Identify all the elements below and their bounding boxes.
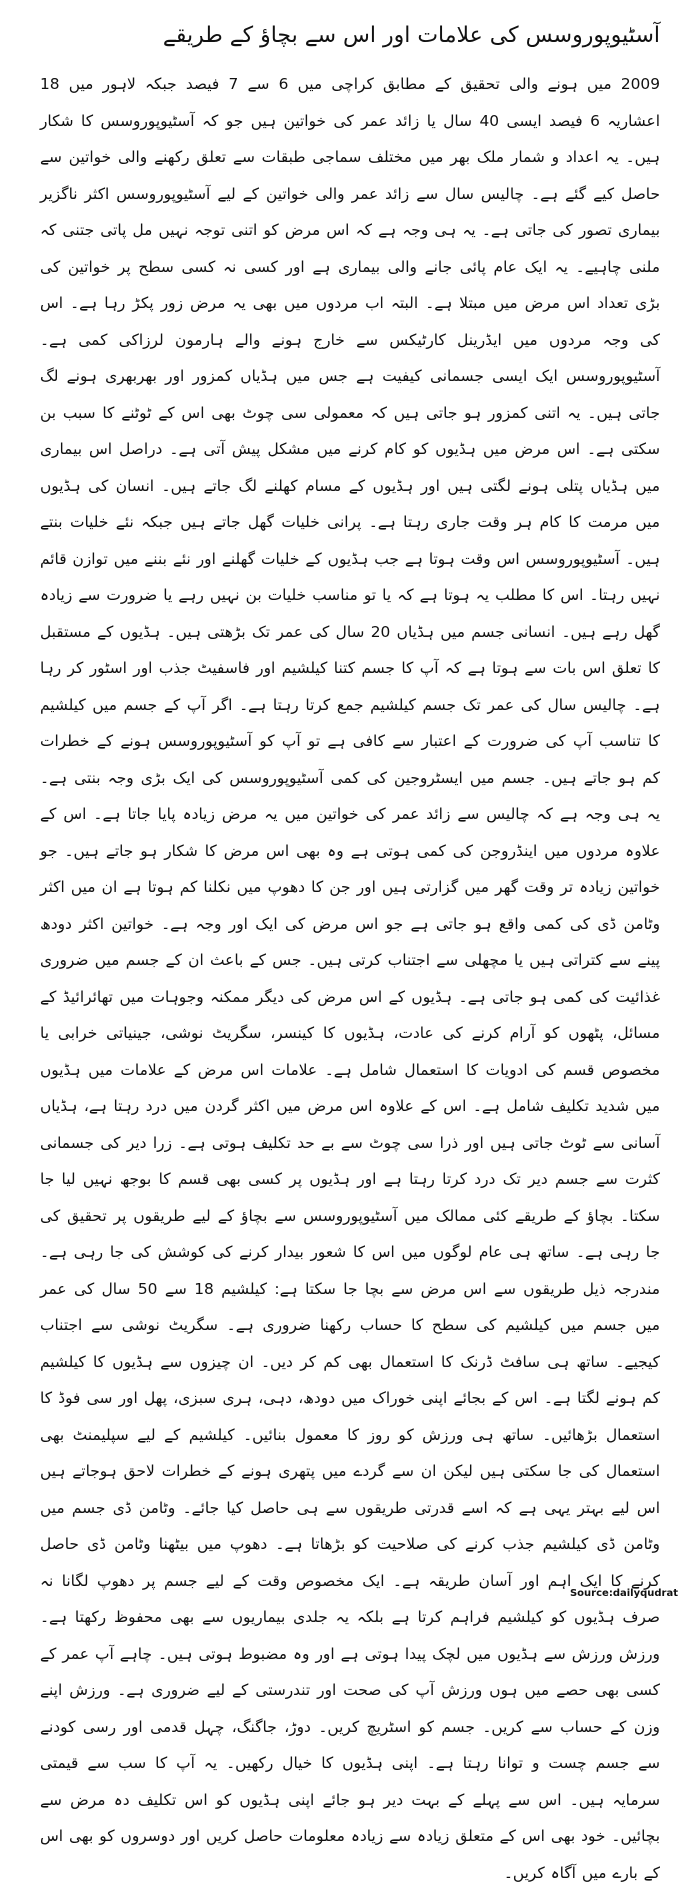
source-credit: Source:dailyqudrat <box>569 1588 678 1599</box>
article-title: آسٹیوپوروسس کی علامات اور اس سے بچاؤ کے طریقے <box>162 23 660 48</box>
article <box>40 20 660 1891</box>
article-body: 2009 میں ہونے والی تحقیق کے مطابق کراچی میں 6 سے 7 فیصد جبکہ لاہور میں 18 اعشاریہ 6 فیصد ایسی 40 سال یا زائد عمر کی خواتین ہیں جو کہ آسٹیوپوروسس کا شکار ہیں۔ یہ اعداد و شمار ملک بھر میں مختلف سماجی طبقات سے تعلق رکھنے والی خواتین سے حاصل کیے گئے ہے۔ چالیس سال سے زائد عمر والی خواتین کے لیے آسٹیوپوروسس اکثر ناگزیر بیماری تصور کی جاتی ہے۔ یہ ہی وجہ ہے کہ اس مرض کو اتنی توجہ نہیں مل پاتی جتنی کہ ملنی چاہیے۔ یہ ایک عام پائی جانے والی بیماری ہے اور کسی نہ کسی سطح پر خواتین کی بڑی تعداد اس مرض میں مبتلا ہے۔ البتہ اب مردوں میں بھی یہ مرض زور پکڑ رہا ہے۔ اس کی وجہ مردوں میں ایڈرینل کارٹیکس سے خارج ہونے والے ہارمون لرزاکی کمی ہے۔ آسٹیوپوروسس ایک ایسی جسمانی کیفیت ہے جس میں ہڈیاں کمزور اور بھربھری ہونے لگ جاتی ہیں۔ یہ اتنی کمزور ہو جاتی ہیں کہ معمولی سی چوٹ بھی اس کے ٹوٹنے کا سبب بن سکتی ہے۔ اس مرض میں ہڈیوں کو کام کرنے میں مشکل پیش آتی ہے۔ دراصل اس بیماری میں ہڈیاں پتلی ہونے لگتی ہیں اور ہڈیوں کے مسام کھلنے لگ جاتے ہیں۔ انسان کی ہڈیوں میں مرمت کا کام ہر وقت جاری رہتا ہے۔ پرانی خلیات گھل جاتے ہیں جبکہ نئے خلیات بنتے ہیں۔ آسٹیوپوروسس اس وقت ہوتا ہے جب ہڈیوں کے خلیات گھلنے اور نئے بننے میں توازن قائم نہیں رہتا۔ اس کا مطلب یہ ہوتا ہے کہ یا تو مناسب خلیات بن نہیں رہے یا ضرورت سے زیادہ گھل رہے ہیں۔ انسانی جسم میں ہڈیاں 20 سال کی عمر تک بڑھتی ہیں۔ ہڈیوں کے مستقبل کا تعلق اس بات سے ہوتا ہے کہ آپ کا جسم کتنا کیلشیم اور فاسفیٹ جذب اور اسٹور کر رہا ہے۔ چالیس سال کی عمر تک جسم کیلشیم جمع کرتا رہتا ہے۔ اگر آپ کے جسم میں کیلشیم کا تناسب آپ کی ضرورت کے اعتبار سے کافی ہے تو آپ کو آسٹیوپوروسس ہونے کے خطرات کم ہو جاتے ہیں۔ جسم میں ایسٹروجین کی کمی آسٹیوپوروسس کی ایک بڑی وجہ بنتی ہے۔ یہ ہی وجہ ہے کہ چالیس سے زائد عمر کی خواتین میں یہ مرض زیادہ پایا جاتا ہے۔ اس کے علاوہ مردوں میں اینڈروجن کی کمی ہوتی ہے وہ بھی اس مرض کا شکار ہو جاتے ہیں۔ جو خواتین زیادہ تر وقت گھر میں گزارتی ہیں اور جن کا دھوپ میں نکلنا کم ہوتا ہے ان میں اکثر وٹامن ڈی کی کمی واقع ہو جاتی ہے جو اس مرض کی ایک اور وجہ ہے۔ خواتین اکثر دودھ پینے سے کتراتی ہیں یا مچھلی سے اجتناب کرتی ہیں۔ جس کے باعث ان کے جسم میں ضروری غذائیت کی کمی ہو جاتی ہے۔ ہڈیوں کے اس مرض کی دیگر ممکنہ وجوہات میں تھائرائیڈ کے مسائل، پٹھوں کو آرام کرنے کی عادت، ہڈیوں کا کینسر، سگریٹ نوشی، جینیاتی خرابی یا مخصوص قسم کی ادویات کا استعمال شامل ہے۔ علامات اس مرض کے علامات میں ہڈیوں میں شدید تکلیف شامل ہے۔ اس کے علاوہ اس مرض میں اکثر گردن میں درد رہتا ہے، ہڈیاں آسانی سے ٹوٹ جاتی ہیں اور ذرا سی چوٹ سے بے حد تکلیف ہوتی ہے۔ زرا دیر کی جسمانی کثرت سے جسم دیر تک درد کرتا رہتا ہے اور ہڈیوں پر کسی بھی قسم کا بوجھ نہیں لیا جا سکتا۔ بچاؤ کے طریقے کئی ممالک میں آسٹیوپوروسس سے بچاؤ کے لیے طریقوں پر تحقیق کی جا رہی ہے۔ ساتھ ہی عام لوگوں میں اس کا شعور بیدار کرنے کی کوشش کی جا رہی ہے۔ مندرجہ ذیل طریقوں سے اس مرض سے بچا جا سکتا ہے: کیلشیم 18 سے 50 سال کی عمر میں جسم میں کیلشیم کی سطح کا حساب رکھنا ضروری ہے۔ سگریٹ نوشی سے اجتناب کیجیے۔ ساتھ ہی سافٹ ڈرنک کا استعمال بھی کم کر دیں۔ ان چیزوں سے ہڈیوں کا کیلشیم کم ہونے لگتا ہے۔ اس کے بجائے اپنی خوراک میں دودھ، دہی، ہری سبزی، پھل اور سی فوڈ کا استعمال بڑھائیں۔ ساتھ ہی ورزش کو روز کا معمول بنائیں۔ کیلشیم کے لیے سپلیمنٹ بھی استعمال کی جا سکتی ہیں لیکن ان سے گردے میں پتھری ہونے کے خطرات لاحق ہوجاتے ہیں اس لیے بہتر یہی ہے کہ اسے قدرتی طریقوں سے ہی حاصل کیا جائے۔ وٹامن ڈی جسم میں وٹامن ڈی کیلشیم جذب کرنے کی صلاحیت کو بڑھاتا ہے۔ دھوپ میں بیٹھنا وٹامن ڈی حاصل کرنے کا ایک اہم اور آسان طریقہ ہے۔ ایک مخصوص وقت کے لیے جسم پر دھوپ لگانا نہ صرف ہڈیوں کو کیلشیم فراہم کرتا ہے بلکہ یہ جلدی بیماریوں سے بھی محفوظ رکھتا ہے۔ ورزش ورزش سے ہڈیوں میں لچک پیدا ہوتی ہے اور وہ مضبوط ہوتی ہیں۔ چاہے آپ عمر کے کسی بھی حصے میں ہوں ورزش آپ کی صحت اور تندرستی کے لیے ضروری ہے۔ ورزش اپنے وزن کے حساب سے کریں۔ جسم کو اسٹریچ کریں۔ دوڑ، جاگنگ، چہل قدمی اور رسی کودنے سے جسم چست و توانا رہتا ہے۔ اپنی ہڈیوں کا خیال رکھیں۔ یہ آپ کا سب سے قیمتی سرمایہ ہیں۔ اس سے پہلے کے بہت دیر ہو جائے اپنی ہڈیوں کو اس تکلیف دہ مرض سے بچائیں۔ خود بھی اس کے متعلق زیادہ سے زیادہ معلومات حاصل کریں اور دوسروں کو بھی اس کے بارے میں آگاہ کریں۔ <box>40 75 660 1882</box>
